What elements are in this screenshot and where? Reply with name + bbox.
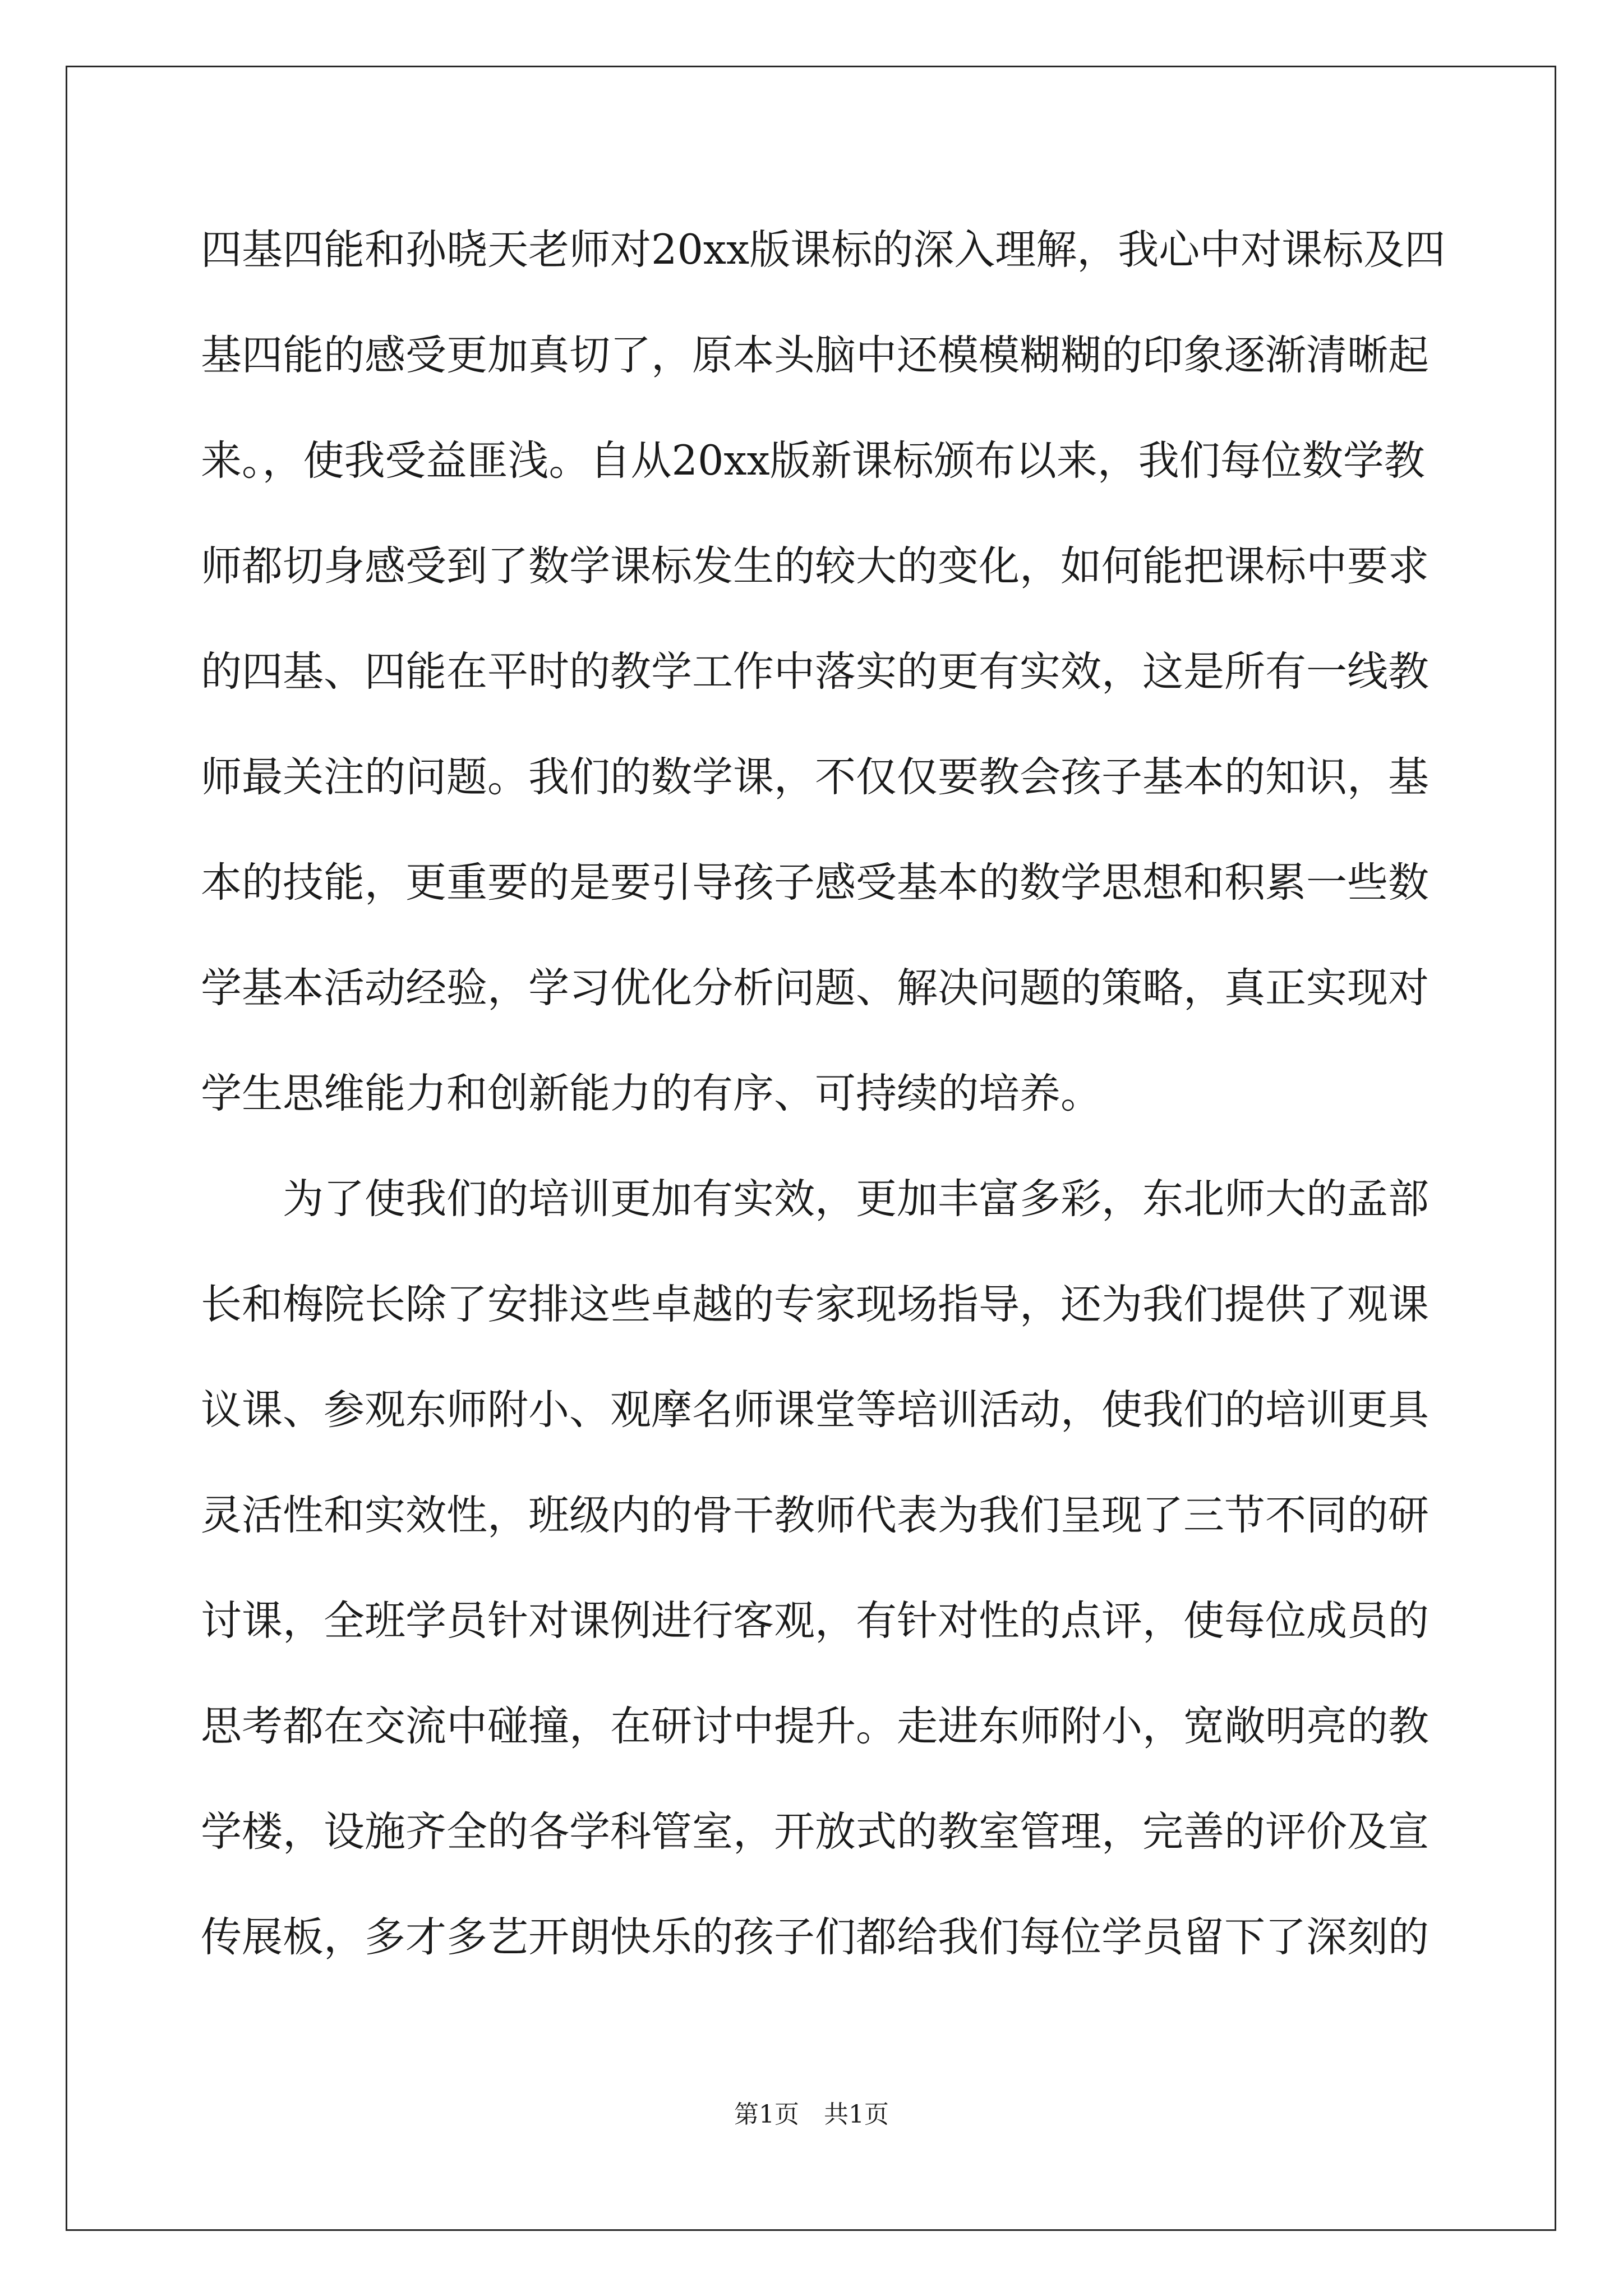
text-line: 本的技能，更重要的是要引导孩子感受基本的数学思想和积累一些数 (201, 859, 1429, 907)
text-line: 学生思维能力和创新能力的有序、可持续的培养。 (201, 1070, 1101, 1117)
text-line: 四基四能和孙晓天老师对20xx版课标的深入理解，我心中对课标及四 (201, 226, 1446, 274)
text-line: 议课、参观东师附小、观摩名师课堂等培训活动，使我们的培训更具 (201, 1386, 1429, 1434)
paragraph-2 (201, 1147, 1429, 1990)
paragraph-1 (201, 197, 1446, 1147)
page-footer: 第1页 共1页 (734, 2100, 889, 2129)
text-line: 讨课，全班学员针对课例进行客观，有针对性的点评，使每位成员的 (201, 1597, 1429, 1645)
text-line: 传展板，多才多艺开朗快乐的孩子们都给我们每位学员留下了深刻的 (201, 1913, 1429, 1961)
text-line: 思考都在交流中碰撞，在研讨中提升。走进东师附小，宽敞明亮的教 (201, 1703, 1429, 1750)
text-line: 师最关注的问题。我们的数学课，不仅仅要教会孩子基本的知识，基 (201, 753, 1429, 801)
text-line: 的四基、四能在平时的教学工作中落实的更有实效，这是所有一线教 (201, 648, 1429, 696)
text-line: 来。，使我受益匪浅。自从20xx版新课标颁布以来，我们每位数学教 (201, 437, 1425, 485)
text-line: 师都切身感受到了数学课标发生的较大的变化，如何能把课标中要求 (201, 542, 1429, 590)
text-line: 学基本活动经验，学习优化分析问题、解决问题的策略，真正实现对 (201, 964, 1429, 1012)
text-line: 灵活性和实效性，班级内的骨干教师代表为我们呈现了三节不同的研 (201, 1492, 1429, 1539)
text-line: 为了使我们的培训更加有实效，更加丰富多彩，东北师大的孟部 (283, 1175, 1429, 1223)
text-line: 长和梅院长除了安排这些卓越的专家现场指导，还为我们提供了观课 (201, 1281, 1429, 1328)
text-line: 学楼，设施齐全的各学科管室，开放式的教室管理，完善的评价及宣 (201, 1808, 1429, 1856)
document-body (201, 197, 1446, 1990)
text-line: 基四能的感受更加真切了，原本头脑中还模模糊糊的印象逐渐清晰起 (201, 332, 1429, 379)
